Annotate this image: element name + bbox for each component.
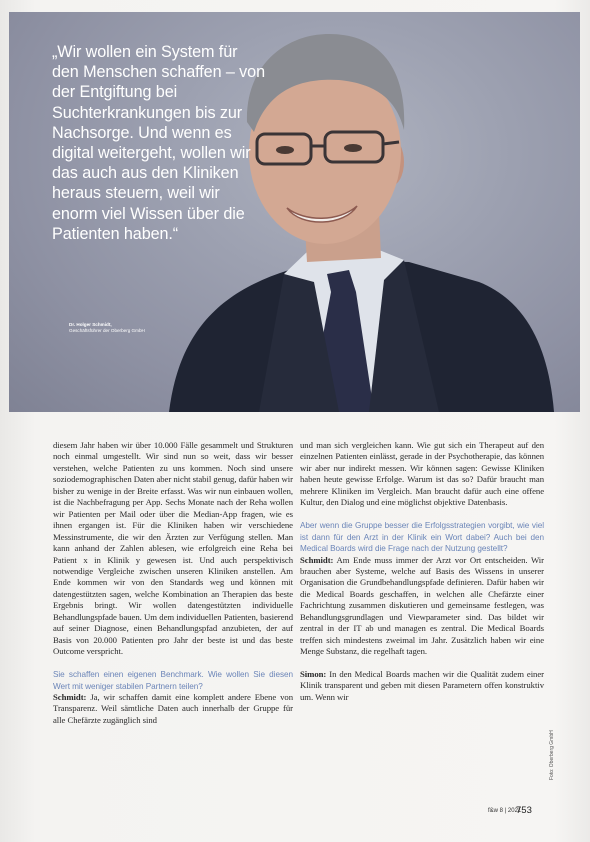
photo-caption: [69, 322, 179, 334]
speaker-label: Schmidt:: [300, 554, 334, 565]
pull-quote: „Wir wollen ein System für den Menschen schaffen – von der Entgiftung bei Suchterkrankungen bis zur Nachsorge. Und wenn es digital weitergeht, wollen wir das auch aus den Kliniken heraus steuern, weil wir enorm viel Wissen über die Patienten haben.“: [52, 43, 265, 243]
magazine-name: f&w 8 | 2021: [488, 808, 522, 814]
interview-answer: [300, 555, 544, 658]
right-text-column: [300, 440, 544, 703]
caption-role: Geschäftsführer der Oberberg GmbH: [69, 328, 145, 333]
answer-text: Am Ende muss immer der Arzt vor Ort entscheiden. Wir brauchen aber Systeme, welche auf Basis des Wissens in unserer Organisation die Grundbehandlungspfade definieren. Dafür haben wir die Medical Boards geschaffen, in welchen alle Chefärzte einer Fachrichtung zusammen diskutieren und gemeinsame festlegen, was Behandlungsgrundlagen und Viewparameter sind. Das bildet wir zentral in der IT ab und managen es zentral. Die Medical Boards treffen sich mindestens zweimal im Jahr. Zusätzlich haben wir eine Menge Substanz, die regelhaft tagen.: [300, 554, 544, 657]
body-paragraph: diesem Jahr haben wir über 10.000 Fälle gesammelt und Strukturen noch einmal umgestellt. Wir sind nun so weit, dass wir besser verstehen, welche Patienten zu uns kommen. Noch sind unsere soziodemographischen Daten aber nicht stabil genug, dafür haben wir bisher zu wenige in der Breite erfasst. Was wir nun einbauen wollen, ist die Nachbefragung per App. Sechs Monate nach der Reha wollen wir Patienten per Mail oder über die Median-App fragen, wie es ihnen ergangen ist. Für die Kliniken haben wir verschiedene Messinstrumente, die wir den Ärzten zur Verfügung stellen. Man kann anhand der Zahlen ablesen, wie erfolgreich eine Reha bei Patient x in Klinik y gewesen ist. Und auch perspektivisch notwendige Vergleiche zwischen unseren Kliniken anstellen. Am Ende kommen wir von den Standards weg und können mit datengestützten sagen, welche Kombination an Therapien das beste Ergebnis bringt. Wir wollen datengestützten individuelle Behandlungspfade bauen. Um dem individuellen Patienten, basierend auf seiner Diagnose, einen Behandlungspfad anzubieten, der auf Basis von 20.000 Patienten pro Jahr der beste ist und das beste Outcome verspricht.: [53, 440, 293, 657]
portrait-photo: [9, 12, 580, 412]
answer-text: In den Medical Boards machen wir die Qualität zudem einer Klinik transparent und geben mit diesen Parametern offen konstruktiv um. Wenn wir: [300, 669, 544, 702]
photo-credit: Foto: Oberberg GmbH: [549, 730, 555, 780]
body-paragraph: und man sich vergleichen kann. Wie gut sich ein Therapeut auf den einzelnen Patienten einlässt, gerade in der Psychotherapie, das können wir aber nur indirekt messen. Wir können sagen: Gewisse Kliniken haben heute gewisse Erfolge. Warum ist das so? Dafür braucht man mehrere Kliniken im Vergleich. Man braucht dafür auch eine offene Kultur, den Dialog und eine möglichst objektive Datenbasis.: [300, 440, 544, 508]
left-text-column: [53, 440, 293, 726]
page-number: 753: [516, 805, 532, 816]
interview-question: Aber wenn die Gruppe besser die Erfolgsstrategien vorgibt, wie viel ist dann für den Arzt in der Klinik ein Wort dabei? Auch bei den Medical Boards wird die Frage nach der Nutzung gestellt?: [300, 521, 544, 554]
interview-answer: [300, 669, 544, 703]
answer-text: Ja, wir schaffen damit eine komplett andere Ebene von Transparenz. Weil sämtliche Daten auch innerhalb der Gruppe für alle Chefärzte zugänglich sind: [53, 691, 293, 725]
interview-answer: [53, 692, 293, 726]
speaker-label: Simon:: [300, 669, 327, 680]
interview-question: Sie schaffen einen eigenen Benchmark. Wie wollen Sie diesen Wert mit weniger stabilen Partnern teilen?: [53, 670, 293, 691]
speaker-label: Schmidt:: [53, 691, 87, 702]
caption-name: Dr. Holger Schmidt,: [69, 322, 112, 327]
